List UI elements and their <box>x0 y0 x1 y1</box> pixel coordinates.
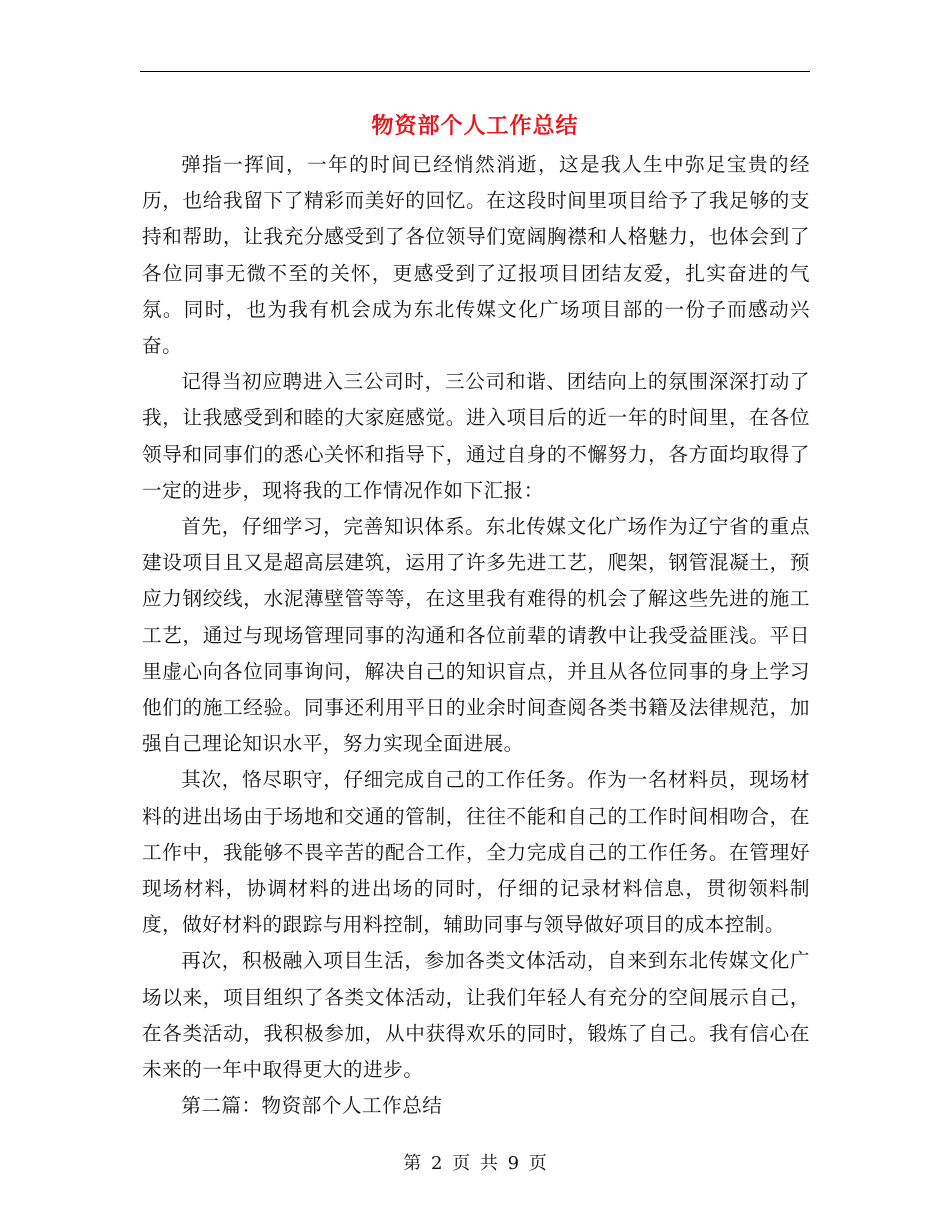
paragraph-next-section-heading: 第二篇：物资部个人工作总结 <box>181 1094 443 1118</box>
page-number-footer: 第 2 页 共 9 页 <box>403 1153 547 1174</box>
paragraph-third-point: 再次，积极融入项目生活，参加各类文体活动，自来到东北传媒文化广场以来，项目组织了各类文体活动，让我们年轻人有充分的空间展示自己，在各类活动，我积极参加，从中获得欢乐的同时，锻炼了自己。我有信心在未来的一年中取得更大的进步。 <box>142 949 810 1082</box>
paragraph-joining: 记得当初应聘进入三公司时，三公司和谐、团结向上的氛围深深打动了我，让我感受到和睦的大家庭感觉。进入项目后的近一年的时间里，在各位领导和同事们的悉心关怀和指导下，通过自身的不懈努力，各方面均取得了一定的进步，现将我的工作情况作如下汇报： <box>142 370 810 502</box>
document-body <box>142 147 810 1124</box>
header-rule <box>140 71 810 72</box>
document-title: 物资部个人工作总结 <box>371 113 579 139</box>
paragraph-intro: 弹指一挥间，一年的时间已经悄然消逝，这是我人生中弥足宝贵的经历，也给我留下了精彩而美好的回忆。在这段时间里项目给予了我足够的支持和帮助，让我充分感受到了各位领导们宽阔胸襟和人格魅力，也体会到了各位同事无微不至的关怀，更感受到了辽报项目团结友爱，扎实奋进的气氛。同时，也为我有机会成为东北传媒文化广场项目部的一份子而感动兴奋。 <box>142 153 810 358</box>
paragraph-second-point: 其次，恪尽职守，仔细完成自己的工作任务。作为一名材料员，现场材料的进出场由于场地和交通的管制，往往不能和自己的工作时间相吻合，在工作中，我能够不畏辛苦的配合工作，全力完成自己的工作任务。在管理好现场材料，协调材料的进出场的同时，仔细的记录材料信息，贯彻领料制度，做好材料的跟踪与用料控制，辅助同事与领导做好项目的成本控制。 <box>142 768 810 937</box>
paragraph-first-point: 首先，仔细学习，完善知识体系。东北传媒文化广场作为辽宁省的重点建设项目且又是超高层建筑，运用了许多先进工艺，爬架，钢管混凝土，预应力钢绞线，水泥薄壁管等等，在这里我有难得的机会了解这些先进的施工工艺，通过与现场管理同事的沟通和各位前辈的请教中让我受益匪浅。平日里虚心向各位同事询问，解决自己的知识盲点，并且从各位同事的身上学习他们的施工经验。同事还利用平日的业余时间查阅各类书籍及法律规范，加强自己理论知识水平，努力实现全面进展。 <box>142 515 810 756</box>
